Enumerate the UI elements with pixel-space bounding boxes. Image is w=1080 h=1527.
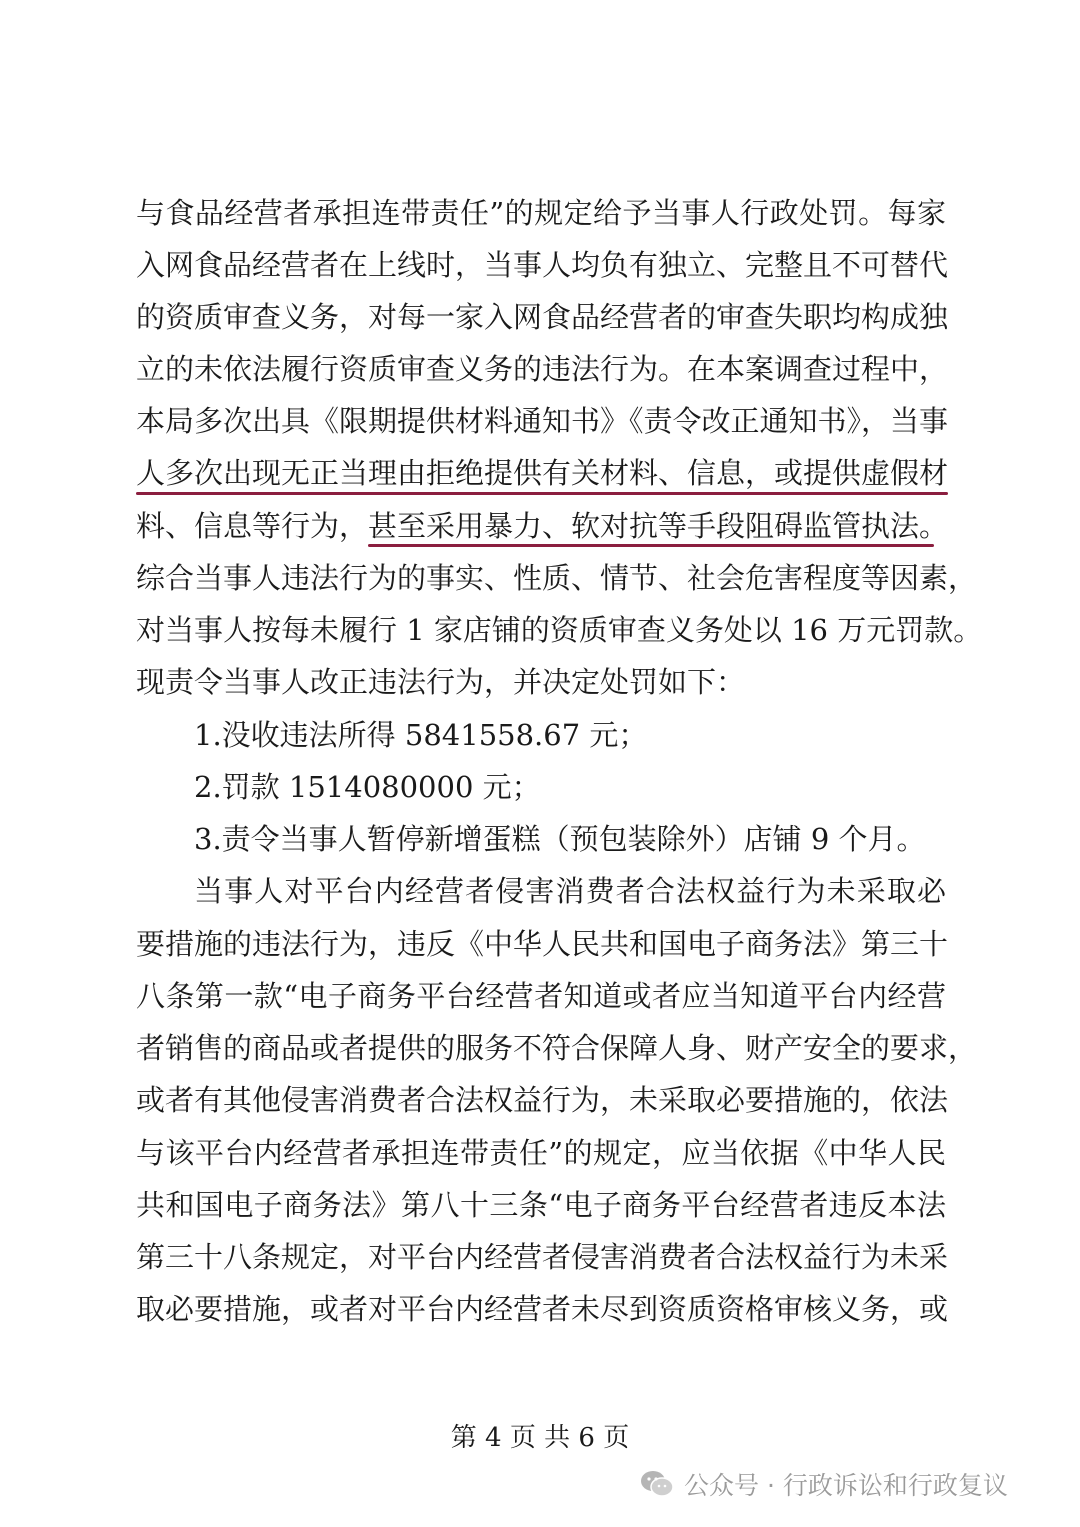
text-line: 要措施的违法行为，违反《中华人民共和国电子商务法》第三十 <box>136 927 949 961</box>
text-line: 现责令当事人改正违法行为，并决定处罚如下： <box>136 665 746 699</box>
text-line: 八条第一款“电子商务平台经营者知道或者应当知道平台内经营 <box>136 979 946 1013</box>
list-item: 2.罚款 1514080000 元； <box>194 770 541 804</box>
text-line: 取必要措施，或者对平台内经营者未尽到资质资格审核义务，或 <box>136 1292 949 1326</box>
text-line: 与食品经营者承担连带责任”的规定给予当事人行政处罚。每家 <box>136 196 946 230</box>
text-line: 或者有其他侵害消费者合法权益行为，未采取必要措施的，依法 <box>136 1083 949 1117</box>
text-line: 的资质审查义务，对每一家入网食品经营者的审查失职均构成独 <box>136 300 949 334</box>
wechat-icon <box>640 1469 674 1499</box>
text-line: 与该平台内经营者承担连带责任”的规定，应当依据《中华人民 <box>136 1136 946 1170</box>
text-line: 立的未依法履行资质审查义务的违法行为。在本案调查过程中， <box>136 352 949 386</box>
text-line: 当事人对平台内经营者侵害消费者合法权益行为未采取必 <box>194 874 946 908</box>
highlight-underline <box>368 544 934 547</box>
text-line: 综合当事人违法行为的事实、性质、情节、社会危害程度等因素， <box>136 561 978 595</box>
watermark-text: 公众号 · 行政诉讼和行政复议 <box>684 1471 1008 1500</box>
text-line: 人多次出现无正当理由拒绝提供有关材料、信息，或提供虚假材 <box>136 456 949 490</box>
text-line: 第三十八条规定，对平台内经营者侵害消费者合法权益行为未采 <box>136 1240 949 1274</box>
text-line: 对当事人按每未履行 1 家店铺的资质审查义务处以 16 万元罚款。 <box>136 613 983 647</box>
text-line: 本局多次出具《限期提供材料通知书》《责令改正通知书》，当事 <box>136 404 949 438</box>
page-number: 第 4 页 共 6 页 <box>450 1423 630 1453</box>
text-line: 者销售的商品或者提供的服务不符合保障人身、财产安全的要求， <box>136 1031 978 1065</box>
list-item: 1.没收违法所得 5841558.67 元； <box>194 718 648 752</box>
text-line: 入网食品经营者在上线时，当事人均负有独立、完整且不可替代 <box>136 248 949 282</box>
list-item: 3.责令当事人暂停新增蛋糕（预包装除外）店铺 9 个月。 <box>194 822 926 856</box>
highlight-underline <box>136 492 948 495</box>
watermark <box>640 1462 1008 1506</box>
text-line: 料、信息等行为，甚至采用暴力、软对抗等手段阻碍监管执法。 <box>136 509 949 543</box>
text-line: 共和国电子商务法》第八十三条“电子商务平台经营者违反本法 <box>136 1188 946 1222</box>
